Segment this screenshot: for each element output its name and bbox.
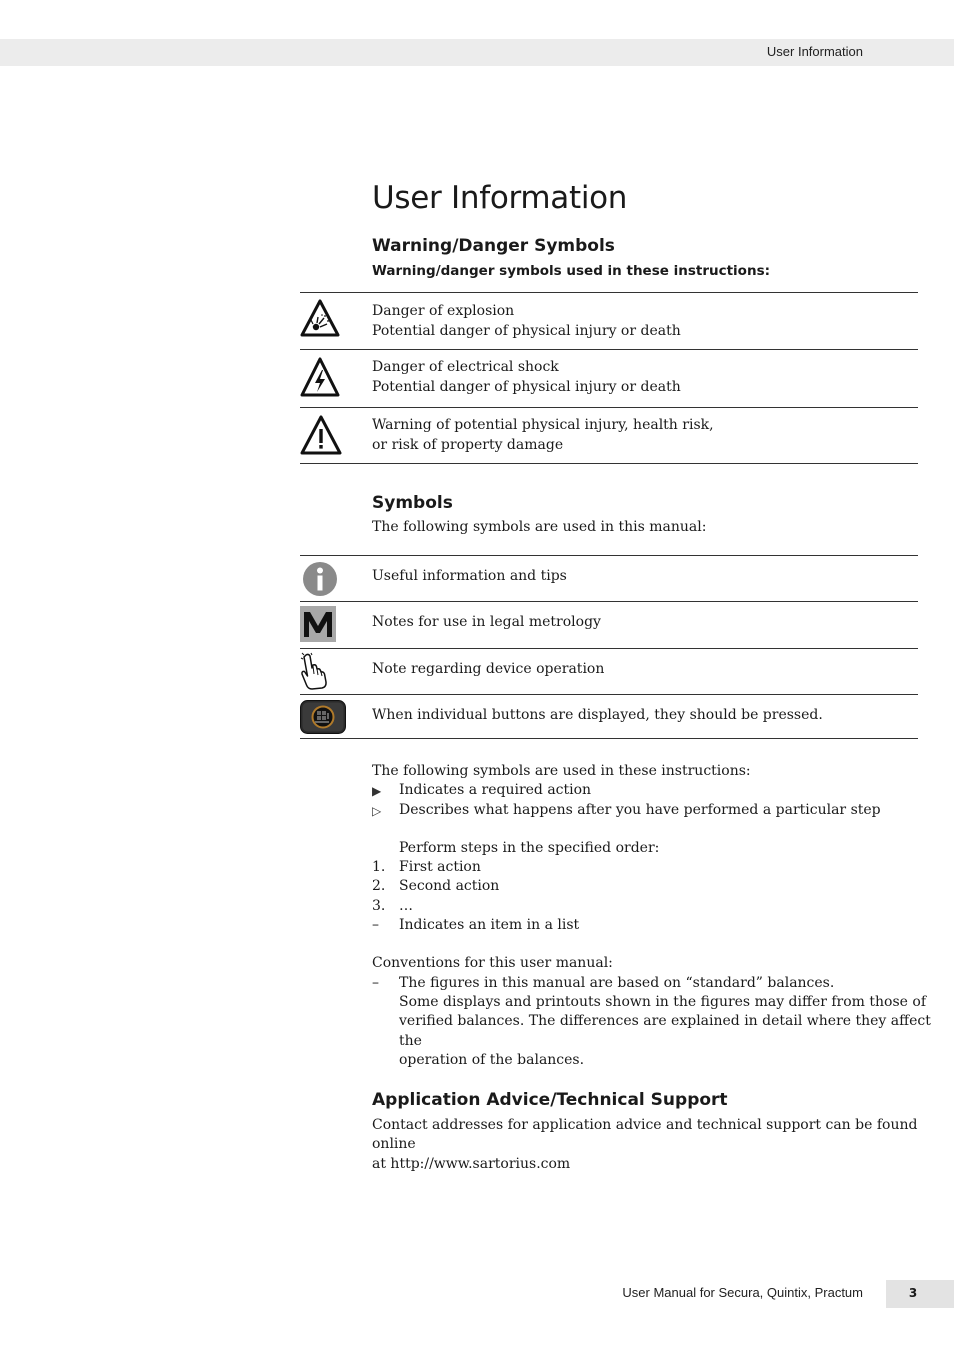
warning-title: Danger of explosion (372, 303, 515, 319)
running-header: User Information (766, 44, 863, 59)
step-number: 2. (372, 878, 386, 895)
symbols-heading: Symbols (372, 493, 453, 513)
list-item (372, 916, 954, 935)
conventions-text: Some displays and printouts shown in the figures may differ from those of (399, 993, 926, 1010)
warning-row-general (300, 407, 918, 464)
symbols-table (300, 555, 918, 739)
list-item-description: Indicates an item in a list (399, 917, 580, 934)
symbol-row-operation (300, 648, 918, 694)
support-line: at http://www.sartorius.com (372, 1155, 571, 1172)
symbol-description: Note regarding device operation (372, 661, 605, 677)
electric-shock-warning-icon (300, 356, 340, 402)
hand-pointer-icon (300, 652, 330, 694)
result-description: Describes what happens after you have performed a particular step (399, 801, 881, 818)
step-text: … (399, 897, 413, 914)
dash-marker: – (372, 917, 379, 934)
step-number: 1. (372, 859, 386, 876)
legal-metrology-m-icon (300, 606, 336, 646)
list-item (372, 781, 954, 800)
instructions-block (372, 762, 954, 1070)
warning-row-explosion (300, 292, 918, 349)
list-item (372, 877, 954, 896)
symbol-row-button (300, 694, 918, 739)
symbol-description: Notes for use in legal metrology (372, 614, 601, 630)
device-button-icon (300, 700, 346, 738)
warning-description: Potential danger of physical injury or death (372, 323, 681, 339)
symbols-intro: The following symbols are used in this manual: (372, 519, 707, 535)
step-text: First action (399, 859, 481, 876)
warning-row-electric (300, 349, 918, 407)
action-marker-icon: ▶ (372, 784, 382, 799)
page-title: User Information (372, 180, 628, 216)
warning-description: Potential danger of physical injury or death (372, 379, 681, 395)
conventions-text: verified balances. The differences are explained in detail where they affect the (399, 1013, 931, 1049)
footer-title: User Manual for Secura, Quintix, Practum (622, 1285, 863, 1300)
page-number: 3 (908, 1286, 918, 1300)
general-warning-icon (300, 414, 342, 460)
support-line: Contact addresses for application advice and technical support can be found online (372, 1117, 918, 1153)
support-heading: Application Advice/Technical Support (372, 1090, 728, 1110)
steps-intro: Perform steps in the specified order: (399, 839, 660, 856)
list-item (372, 974, 954, 1070)
warning-title: Warning of potential physical injury, health risk, (372, 417, 714, 433)
conventions-text: operation of the balances. (399, 1051, 585, 1068)
list-item (372, 858, 954, 877)
conventions-text: The figures in this manual are based on “standard” balances. (399, 974, 835, 991)
warning-symbols-table (300, 292, 918, 464)
instructions-intro: The following symbols are used in these instructions: (372, 763, 751, 779)
warning-title: Danger of electrical shock (372, 359, 559, 375)
result-marker-icon: ▷ (372, 803, 382, 818)
list-item (372, 801, 954, 820)
support-text (372, 1116, 954, 1174)
warning-description: or risk of property damage (372, 437, 564, 453)
symbol-description: When individual buttons are displayed, they should be pressed. (372, 707, 823, 723)
warning-subheading: Warning/danger symbols used in these instructions: (372, 263, 770, 279)
symbol-description: Useful information and tips (372, 568, 567, 584)
symbol-row-info (300, 555, 918, 601)
explosion-warning-icon (300, 298, 340, 342)
warning-heading: Warning/Danger Symbols (372, 236, 615, 256)
action-description: Indicates a required action (399, 782, 592, 799)
symbol-row-metrology (300, 601, 918, 648)
dash-marker: – (372, 974, 379, 991)
info-icon (302, 561, 338, 601)
step-text: Second action (399, 878, 500, 895)
conventions-intro: Conventions for this user manual: (372, 955, 613, 972)
list-item (372, 897, 954, 916)
step-number: 3. (372, 897, 386, 914)
